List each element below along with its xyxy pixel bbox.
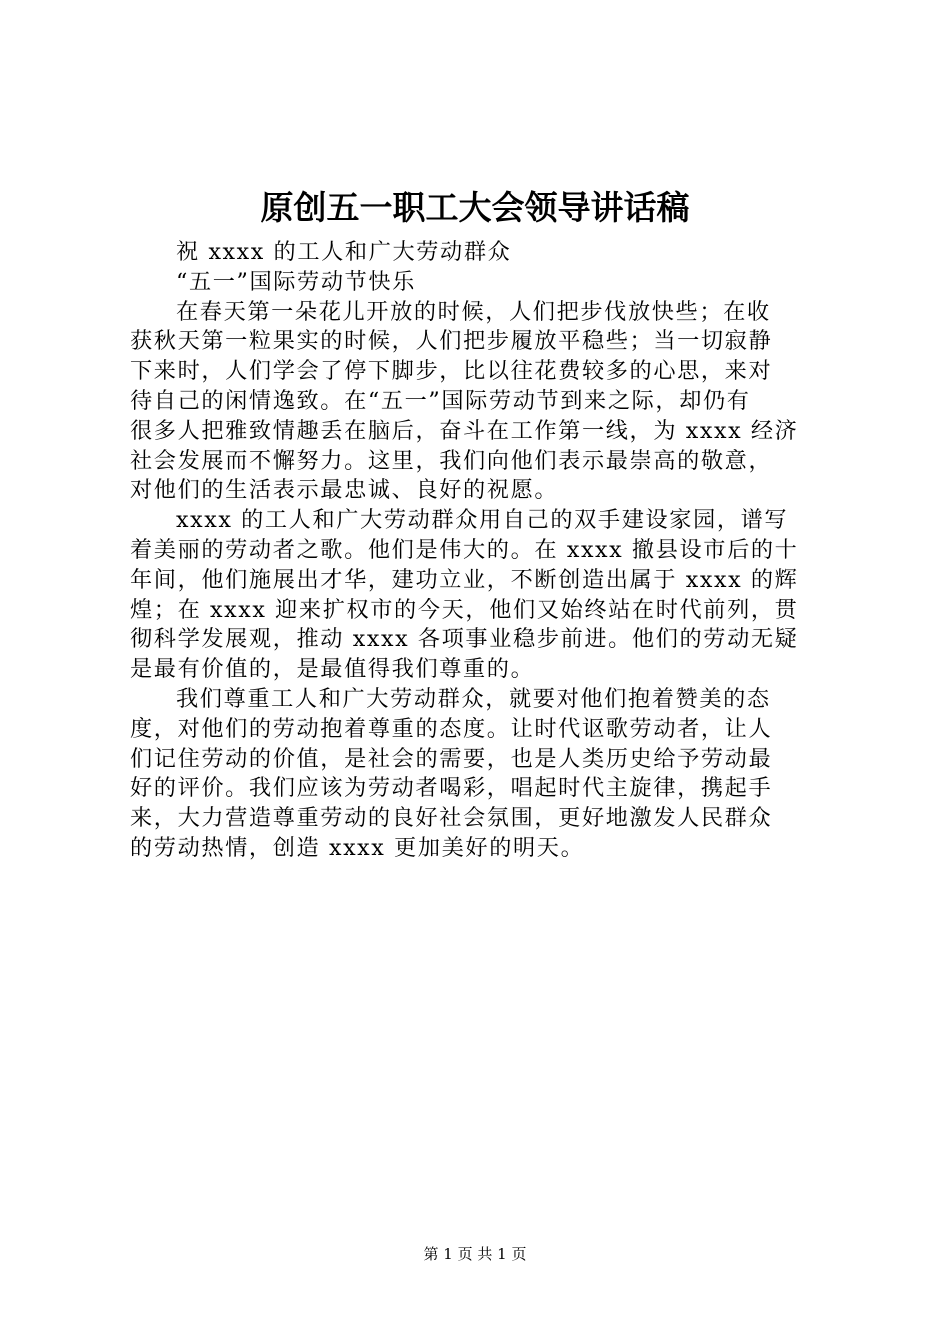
paragraph-line: 下来时，人们学会了停下脚步，比以往花费较多的心思，来对: [130, 358, 773, 385]
document-body: [130, 238, 830, 864]
document-title: 原创五一职工大会领导讲话稿: [260, 188, 690, 227]
paragraph-line: 很多人把雅致情趣丢在脑后，奋斗在工作第一线，为 xxxx 经济: [130, 417, 799, 444]
paragraph-line: 我们尊重工人和广大劳动群众，就要对他们抱着赞美的态: [176, 685, 771, 712]
paragraph-line: 彻科学发展观，推动 xxxx 各项事业稳步前进。他们的劳动无疑: [130, 626, 799, 653]
paragraph-line: 们记住劳动的价值，是社会的需要，也是人类历史给予劳动最: [130, 745, 773, 772]
paragraph-1: [130, 298, 830, 507]
paragraph-line: 获秋天第一粒果实的时候，人们把步履放平稳些；当一切寂静: [130, 328, 773, 355]
paragraph-line: 着美丽的劳动者之歌。他们是伟大的。在 xxxx 撤县设市后的十: [130, 536, 799, 563]
paragraph-line: 好的评价。我们应该为劳动者喝彩，唱起时代主旋律，携起手: [130, 775, 773, 802]
paragraph-line: 待自己的闲情逸致。在“五一”国际劳动节到来之际，却仍有: [130, 387, 751, 414]
paragraph-line: 来，大力营造尊重劳动的良好社会氛围，更好地激发人民群众: [130, 805, 773, 832]
paragraph-line: 在春天第一朵花儿开放的时候，人们把步伐放快些；在收: [176, 298, 771, 325]
paragraph-3: [130, 685, 830, 864]
page-footer: 第 1 页 共 1 页: [423, 1245, 527, 1263]
paragraph-line: xxxx 的工人和广大劳动群众用自己的双手建设家园，谱写: [176, 507, 789, 534]
paragraph-line: 年间，他们施展出才华，建功立业，不断创造出属于 xxxx 的辉: [130, 566, 799, 593]
paragraph-line: 社会发展而不懈努力。这里，我们向他们表示最崇高的敬意，: [130, 447, 773, 474]
paragraph-2: [130, 506, 830, 685]
greeting-line: 祝 xxxx 的工人和广大劳动群众: [176, 239, 512, 265]
paragraph-line: 度，对他们的劳动抱着尊重的态度。让时代讴歌劳动者，让人: [130, 715, 773, 742]
paragraph-line: 是最有价值的，是最值得我们尊重的。: [130, 656, 535, 683]
paragraph-line: 的劳动热情，创造 xxxx 更加美好的明天。: [130, 834, 585, 861]
paragraph-line: 煌；在 xxxx 迎来扩权市的今天，他们又始终站在时代前列，贯: [130, 596, 799, 623]
paragraph-line: 对他们的生活表示最忠诚、良好的祝愿。: [130, 477, 559, 504]
greeting-line: “五一”国际劳动节快乐: [176, 268, 416, 295]
